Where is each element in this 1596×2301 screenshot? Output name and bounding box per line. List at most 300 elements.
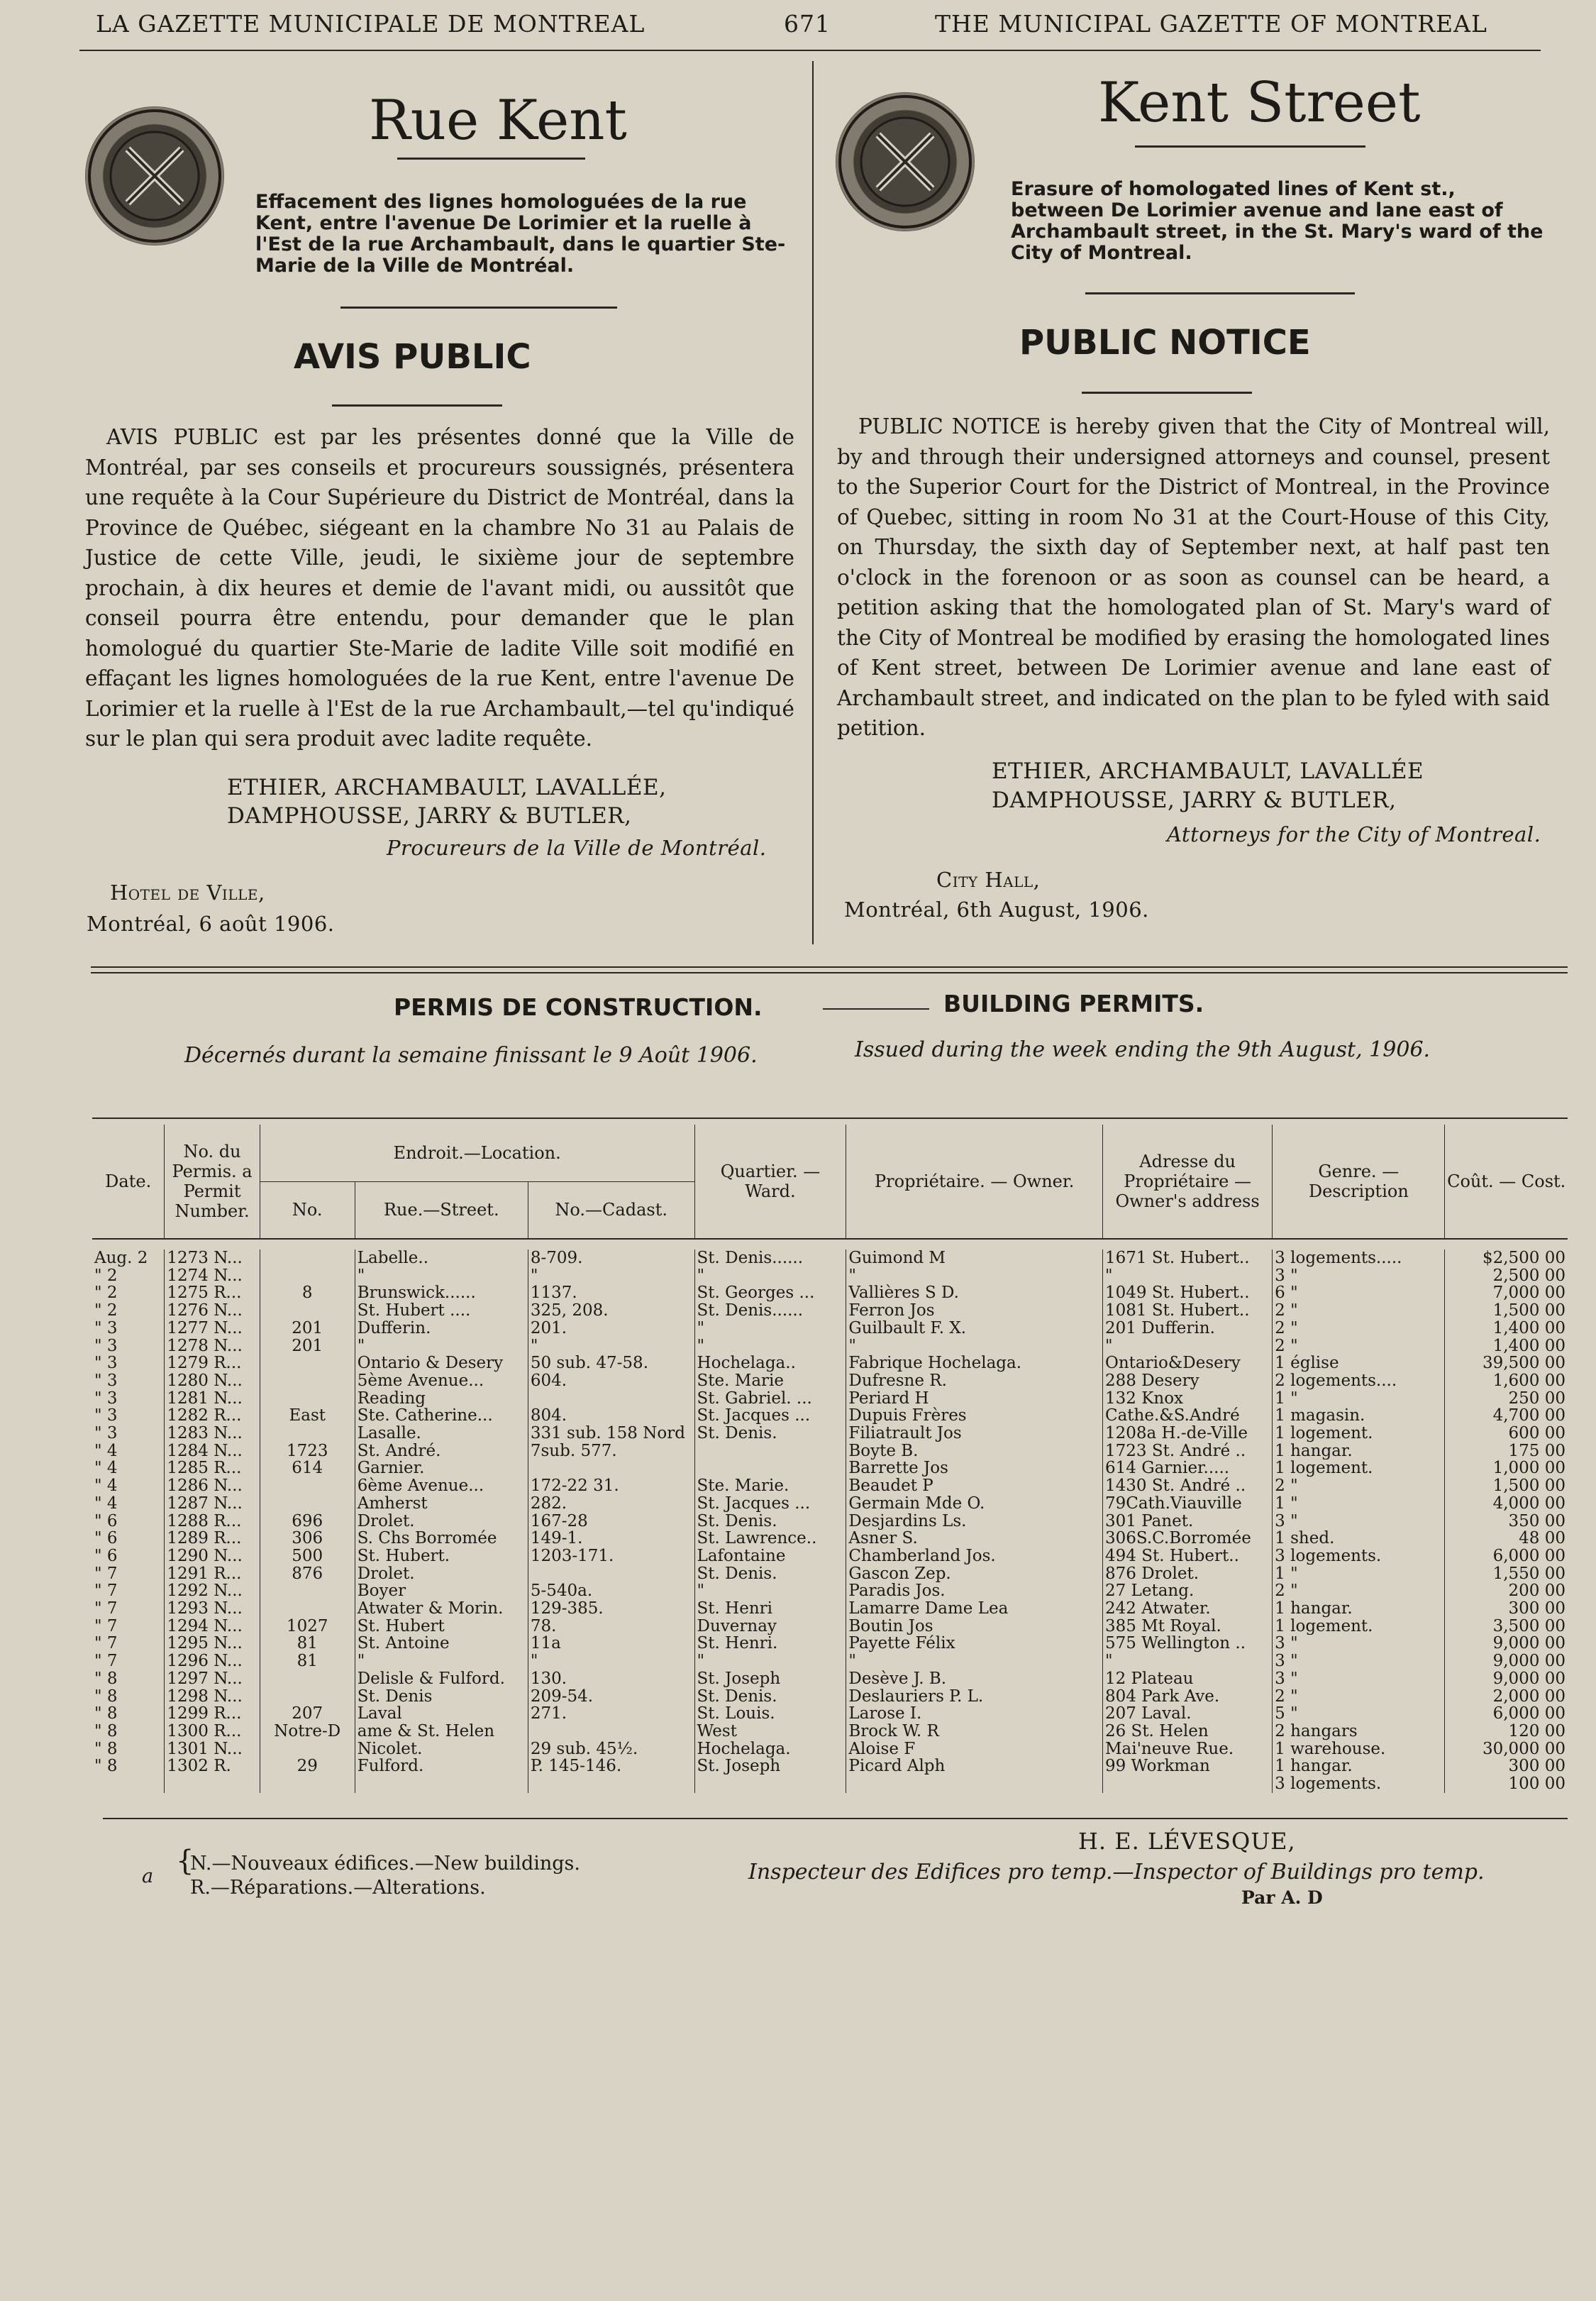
cell-street: St. Antoine xyxy=(355,1635,528,1652)
cell-desc: 6 " xyxy=(1273,1284,1445,1302)
cell-date: Aug. 2 xyxy=(94,1249,148,1267)
cell-cadastre xyxy=(528,1459,694,1477)
cell-ward: St. Louis. xyxy=(694,1705,846,1723)
table-row xyxy=(92,1249,1568,1267)
cell-cadastre: 78. xyxy=(528,1618,694,1635)
cell-cost: 9,000 00 xyxy=(1445,1635,1568,1652)
cell-permit: 1294 N... xyxy=(165,1618,260,1635)
cell-permit: 1277 N... xyxy=(165,1320,260,1337)
cell-ward: St. Jacques ... xyxy=(694,1407,846,1425)
cell-desc: 2 " xyxy=(1273,1688,1445,1706)
cell-cadastre: 8-709. xyxy=(528,1249,694,1267)
montreal-seal-english xyxy=(836,92,975,231)
cell-cost: 1,500 00 xyxy=(1445,1302,1568,1320)
header-cadastre: No.—Cadast. xyxy=(528,1181,694,1238)
cell-no: 614 xyxy=(260,1459,355,1477)
cell-desc: 3 logements..... xyxy=(1273,1249,1445,1267)
cell-no: 1027 xyxy=(260,1618,355,1635)
cell-permit: 1288 R... xyxy=(165,1513,260,1530)
cell-address: 27 Letang. xyxy=(1102,1582,1272,1600)
table-row xyxy=(92,1477,1568,1495)
french-body: AVIS PUBLIC est par les présentes donné que la Ville de Montréal, par ses conseils et procureurs soussignés, présentera une requête à la Cour Supérieure du District de Montréal, dans la Province de Québec, siégeant en la chambre No 31 au Palais de Justice de cette Ville, jeudi, le sixième jour de septembre prochain, à dix heures et demie de l'avant midi, ou aussitôt que conseil pourra être entendu, pour demander que le plan homologué du quartier Ste-Marie de ladite Ville soit modifié en effaçant les lignes homologuées de la rue Kent, entre l'avenue De Lorimier et la ruelle à l'Est de la rue Archambault,—tel qu'indiqué sur le plan qui sera produit avec ladite requête. xyxy=(85,425,794,751)
cell-desc: 1 logement. xyxy=(1273,1618,1445,1635)
cell-ward: Duvernay xyxy=(694,1618,846,1635)
section-rule-top xyxy=(91,966,1568,968)
cell-no: East xyxy=(260,1407,355,1425)
cell-address: 288 Desery xyxy=(1102,1372,1272,1390)
table-row xyxy=(92,1390,1568,1408)
cell-no: 81 xyxy=(260,1635,355,1652)
header-owner: Propriétaire. — Owner. xyxy=(846,1125,1103,1238)
cell-date: " 6 xyxy=(94,1512,118,1530)
cell-no: 876 xyxy=(260,1565,355,1583)
cell-address: 575 Wellington .. xyxy=(1102,1635,1272,1652)
table-row xyxy=(92,1740,1568,1758)
running-head-french: LA GAZETTE MUNICIPALE DE MONTREAL xyxy=(96,10,645,38)
cell-date: " 2 xyxy=(94,1302,118,1320)
cell-desc: 3 " xyxy=(1273,1670,1445,1688)
table-row xyxy=(92,1337,1568,1355)
cell-cost: 1,600 00 xyxy=(1445,1372,1568,1390)
french-heading: AVIS PUBLIC xyxy=(294,337,531,377)
english-body: PUBLIC NOTICE is hereby given that the City of Montreal will, by and through their undersigned attorneys and counsel, present to the Superior Court for the District of Montreal, in the Province of Quebec, sitting in room No 31 at the Court-House of this City, on Thursday, the sixth day of September next, at half past ten o'clock in the forenoon or as soon as counsel can be heard, a petition asking that the homologated plan of St. Mary's ward of the City of Montreal be modified by erasing the homologated lines of Kent street, between De Lorimier avenue and lane east of Archambault street, and indicated on the plan to be fyled with said petition. xyxy=(837,414,1550,740)
cell-cost: 2,000 00 xyxy=(1445,1688,1568,1706)
cell-ward: St. Denis...... xyxy=(694,1302,846,1320)
cell-street: St. Hubert. xyxy=(355,1547,528,1565)
header-owner-address: Adresse du Propriétaire — Owner's address xyxy=(1102,1125,1272,1238)
cell-owner: Guilbault F. X. xyxy=(846,1320,1103,1337)
cell-owner: Picard Alph xyxy=(846,1758,1103,1775)
cell-cadastre: 130. xyxy=(528,1670,694,1688)
cell-street: " xyxy=(355,1652,528,1670)
cell-address: 301 Panet. xyxy=(1102,1513,1272,1530)
cell-ward: St. Gabriel. ... xyxy=(694,1390,846,1408)
french-heading-rule xyxy=(332,404,502,407)
header-rule xyxy=(79,50,1541,51)
cell-date: " 3 xyxy=(94,1354,118,1372)
cell-owner: Germain Mde O. xyxy=(846,1495,1103,1513)
french-signers-2: DAMPHOUSSE, JARRY & BUTLER, xyxy=(227,803,632,829)
cell-cost: 1,500 00 xyxy=(1445,1477,1568,1495)
cell-address: 242 Atwater. xyxy=(1102,1600,1272,1618)
cell-address: 26 St. Helen xyxy=(1102,1723,1272,1740)
cell-address: " xyxy=(1102,1267,1272,1285)
cell-owner: Lamarre Dame Lea xyxy=(846,1600,1103,1618)
cell-date: " 8 xyxy=(94,1740,118,1758)
french-title: Rue Kent xyxy=(369,89,627,153)
cell-desc: 1 hangar. xyxy=(1273,1758,1445,1775)
cell-desc: 1 logement. xyxy=(1273,1459,1445,1477)
cell-address: 1723 St. André .. xyxy=(1102,1442,1272,1460)
cell-no xyxy=(260,1688,355,1706)
cell-cadastre: 11a xyxy=(528,1635,694,1652)
cell-desc: 2 " xyxy=(1273,1582,1445,1600)
cell-no: 8 xyxy=(260,1284,355,1302)
cell-permit: 1276 N... xyxy=(165,1302,260,1320)
cell-street: Ste. Catherine... xyxy=(355,1407,528,1425)
table-row xyxy=(92,1705,1568,1723)
cell-no xyxy=(260,1249,355,1267)
cell-owner: Periard H xyxy=(846,1390,1103,1408)
table-row xyxy=(92,1723,1568,1740)
cell-street: Drolet. xyxy=(355,1565,528,1583)
cell-cadastre xyxy=(528,1565,694,1583)
cell-date: " 7 xyxy=(94,1617,118,1635)
english-title-rule xyxy=(1135,145,1365,148)
cell-date: " 3 xyxy=(94,1319,118,1337)
cell-owner: " xyxy=(846,1267,1103,1285)
cell-date: " 3 xyxy=(94,1389,118,1408)
cell-desc: 2 " xyxy=(1273,1477,1445,1495)
cell-ward: Lafontaine xyxy=(694,1547,846,1565)
cell-desc: 1 " xyxy=(1273,1390,1445,1408)
cell-cadastre: 209-54. xyxy=(528,1688,694,1706)
cell-permit: 1291 R... xyxy=(165,1565,260,1583)
cell-address: Ontario&Desery xyxy=(1102,1354,1272,1372)
cell-cost: 1,550 00 xyxy=(1445,1565,1568,1583)
cell-cadastre: 804. xyxy=(528,1407,694,1425)
cell-ward xyxy=(694,1775,846,1793)
cell-cadastre: " xyxy=(528,1337,694,1355)
cell-address: 79Cath.Viauville xyxy=(1102,1495,1272,1513)
cell-date: " 3 xyxy=(94,1425,118,1442)
cell-ward: " xyxy=(694,1337,846,1355)
cell-owner: Brock W. R xyxy=(846,1723,1103,1740)
cell-permit: 1287 N... xyxy=(165,1495,260,1513)
cell-cost: 100 00 xyxy=(1445,1775,1568,1793)
cell-permit: 1279 R... xyxy=(165,1354,260,1372)
column-divider xyxy=(812,61,814,944)
cell-ward: St. Henri xyxy=(694,1600,846,1618)
table-row xyxy=(92,1302,1568,1320)
cell-address: Cathe.&S.André xyxy=(1102,1407,1272,1425)
cell-cadastre: 271. xyxy=(528,1705,694,1723)
cell-ward: St. Henri. xyxy=(694,1635,846,1652)
cell-desc: 3 logements. xyxy=(1273,1775,1445,1793)
cell-permit: 1297 N... xyxy=(165,1670,260,1688)
english-heading: PUBLIC NOTICE xyxy=(1019,323,1311,363)
cell-address: 385 Mt Royal. xyxy=(1102,1618,1272,1635)
cell-address: 876 Drolet. xyxy=(1102,1565,1272,1583)
cell-address: 306S.C.Borromée xyxy=(1102,1530,1272,1547)
permits-issued-english: Issued during the week ending the 9th August, 1906. xyxy=(855,1037,1431,1062)
cell-street: " xyxy=(355,1337,528,1355)
english-signers-1: ETHIER, ARCHAMBAULT, LAVALLÉE xyxy=(992,758,1424,784)
header-permit-number: No. du Permis. a Permit Number. xyxy=(165,1125,260,1238)
cell-owner: Fabrique Hochelaga. xyxy=(846,1354,1103,1372)
cell-street: Delisle & Fulford. xyxy=(355,1670,528,1688)
cell-desc: 2 " xyxy=(1273,1302,1445,1320)
cell-cadastre: 50 sub. 47-58. xyxy=(528,1354,694,1372)
cell-ward: St. Georges ... xyxy=(694,1284,846,1302)
cell-date: " 7 xyxy=(94,1582,118,1601)
cell-address: Mai'neuve Rue. xyxy=(1102,1740,1272,1758)
permits-title-french: PERMIS DE CONSTRUCTION. xyxy=(394,993,763,1021)
cell-cost: 120 00 xyxy=(1445,1723,1568,1740)
section-rule-bottom xyxy=(91,972,1568,973)
cell-cost: 3,500 00 xyxy=(1445,1618,1568,1635)
cell-owner: Beaudet P xyxy=(846,1477,1103,1495)
header-cost: Coût. — Cost. xyxy=(1445,1125,1568,1238)
cell-date: " 2 xyxy=(94,1267,118,1285)
header-date: Date. xyxy=(105,1171,152,1191)
cell-date: " 8 xyxy=(94,1722,118,1740)
cell-cost: 30,000 00 xyxy=(1445,1740,1568,1758)
cell-cadastre: 331 sub. 158 Nord xyxy=(528,1425,694,1442)
cell-no: 29 xyxy=(260,1758,355,1775)
cell-date: " 7 xyxy=(94,1635,118,1653)
cell-address: 614 Garnier..... xyxy=(1102,1459,1272,1477)
cell-ward: Ste. Marie. xyxy=(694,1477,846,1495)
cell-permit: 1295 N... xyxy=(165,1635,260,1652)
table-row xyxy=(92,1354,1568,1372)
cell-ward: " xyxy=(694,1267,846,1285)
english-place: City Hall, xyxy=(936,868,1041,892)
cell-no xyxy=(260,1495,355,1513)
cell-date: " 6 xyxy=(94,1547,118,1565)
cell-street: Labelle.. xyxy=(355,1249,528,1267)
cell-no xyxy=(260,1775,355,1793)
cell-owner: Dupuis Frères xyxy=(846,1407,1103,1425)
legend-brace: { xyxy=(176,1845,194,1877)
table-row xyxy=(92,1775,1568,1793)
table-row xyxy=(92,1600,1568,1618)
cell-owner: Filiatrault Jos xyxy=(846,1425,1103,1442)
table-row xyxy=(92,1320,1568,1337)
table-row xyxy=(92,1758,1568,1775)
cell-permit: 1290 N... xyxy=(165,1547,260,1565)
cell-permit: 1273 N... xyxy=(165,1249,260,1267)
cell-street: Reading xyxy=(355,1390,528,1408)
cell-desc: 1 " xyxy=(1273,1495,1445,1513)
table-row xyxy=(92,1565,1568,1583)
cell-ward: St. Joseph xyxy=(694,1670,846,1688)
table-row xyxy=(92,1547,1568,1565)
cell-permit: 1283 N... xyxy=(165,1425,260,1442)
table-row xyxy=(92,1670,1568,1688)
cell-desc: 3 " xyxy=(1273,1635,1445,1652)
cell-desc: 1 hangar. xyxy=(1273,1442,1445,1460)
cell-no xyxy=(260,1302,355,1320)
french-role: Procureurs de la Ville de Montréal. xyxy=(387,836,767,860)
cell-owner: Asner S. xyxy=(846,1530,1103,1547)
cell-address: 1430 St. André .. xyxy=(1102,1477,1272,1495)
cell-street xyxy=(355,1775,528,1793)
cell-owner: Guimond M xyxy=(846,1249,1103,1267)
cell-desc: 2 " xyxy=(1273,1337,1445,1355)
cell-permit: 1282 R... xyxy=(165,1407,260,1425)
cell-owner: Boyte B. xyxy=(846,1442,1103,1460)
cell-cost: $2,500 00 xyxy=(1445,1249,1568,1267)
table-row xyxy=(92,1284,1568,1302)
city-seal-icon xyxy=(85,106,224,245)
cell-address: 99 Workman xyxy=(1102,1758,1272,1775)
cell-cadastre: 7sub. 577. xyxy=(528,1442,694,1460)
table-row xyxy=(92,1688,1568,1706)
table-top-rule xyxy=(92,1118,1568,1119)
french-title-rule xyxy=(397,158,585,160)
english-subtitle: Erasure of homologated lines of Kent st., between De Lorimier avenue and lane east of Archambault street, in the St. Mary's ward of the City of Montreal. xyxy=(1011,178,1544,264)
cell-cost: 4,000 00 xyxy=(1445,1495,1568,1513)
permits-title-english: BUILDING PERMITS. xyxy=(943,990,1204,1017)
cell-owner: Chamberland Jos. xyxy=(846,1547,1103,1565)
cell-cost: 1,400 00 xyxy=(1445,1320,1568,1337)
cell-date: " 7 xyxy=(94,1652,118,1670)
building-permits-table xyxy=(92,1125,1568,1793)
cell-street: St. Hubert .... xyxy=(355,1302,528,1320)
signed-by: Par A. D xyxy=(1241,1887,1323,1908)
cell-date: " 4 xyxy=(94,1477,118,1495)
cell-street: S. Chs Borromée xyxy=(355,1530,528,1547)
table-row xyxy=(92,1442,1568,1460)
cell-permit: 1292 N... xyxy=(165,1582,260,1600)
cell-cadastre: 282. xyxy=(528,1495,694,1513)
cell-cost: 2,500 00 xyxy=(1445,1267,1568,1285)
cell-date: " 2 xyxy=(94,1284,118,1303)
cell-owner: Barrette Jos xyxy=(846,1459,1103,1477)
cell-owner: Deslauriers P. L. xyxy=(846,1688,1103,1706)
cell-cost: 39,500 00 xyxy=(1445,1354,1568,1372)
cell-permit: 1280 N... xyxy=(165,1372,260,1390)
cell-no: 306 xyxy=(260,1530,355,1547)
cell-desc: 3 " xyxy=(1273,1267,1445,1285)
cell-address: " xyxy=(1102,1652,1272,1670)
cell-no: 81 xyxy=(260,1652,355,1670)
cell-ward: St. Denis...... xyxy=(694,1249,846,1267)
cell-permit: 1299 R... xyxy=(165,1705,260,1723)
cell-cost: 300 00 xyxy=(1445,1600,1568,1618)
cell-date: " 3 xyxy=(94,1407,118,1425)
cell-cost: 600 00 xyxy=(1445,1425,1568,1442)
table-row xyxy=(92,1513,1568,1530)
cell-cadastre: 172-22 31. xyxy=(528,1477,694,1495)
cell-street: Atwater & Morin. xyxy=(355,1600,528,1618)
cell-ward: Hochelaga. xyxy=(694,1740,846,1758)
cell-address: 1208a H.-de-Ville xyxy=(1102,1425,1272,1442)
cell-address: 207 Laval. xyxy=(1102,1705,1272,1723)
cell-cost: 1,000 00 xyxy=(1445,1459,1568,1477)
french-place: Hotel de Ville, xyxy=(110,881,265,905)
permits-issued-french: Décernés durant la semaine finissant le 9 Août 1906. xyxy=(184,1043,758,1068)
header-number: No. xyxy=(260,1181,355,1238)
cell-date: " 8 xyxy=(94,1687,118,1706)
page-number: 671 xyxy=(784,10,831,38)
cell-ward: " xyxy=(694,1652,846,1670)
cell-no xyxy=(260,1372,355,1390)
cell-address: 12 Plateau xyxy=(1102,1670,1272,1688)
cell-ward xyxy=(694,1459,846,1477)
cell-no xyxy=(260,1477,355,1495)
cell-permit: 1278 N... xyxy=(165,1337,260,1355)
inspector-name: H. E. LÉVESQUE, xyxy=(1078,1828,1296,1855)
cell-address xyxy=(1102,1775,1272,1793)
cell-ward xyxy=(694,1442,846,1460)
cell-permit: 1281 N... xyxy=(165,1390,260,1408)
cell-cadastre: 604. xyxy=(528,1372,694,1390)
table-row xyxy=(92,1425,1568,1442)
cell-date: " 8 xyxy=(94,1705,118,1723)
english-date: Montréal, 6th August, 1906. xyxy=(844,898,1149,922)
table-row xyxy=(92,1618,1568,1635)
cell-desc: 2 " xyxy=(1273,1320,1445,1337)
cell-owner: Dufresne R. xyxy=(846,1372,1103,1390)
cell-permit: 1275 R... xyxy=(165,1284,260,1302)
cell-address: 1671 St. Hubert.. xyxy=(1102,1249,1272,1267)
cell-date: " 7 xyxy=(94,1600,118,1618)
cell-cadastre: 325, 208. xyxy=(528,1302,694,1320)
cell-no xyxy=(260,1600,355,1618)
cell-ward: " xyxy=(694,1582,846,1600)
table-row xyxy=(92,1652,1568,1670)
cell-street: Dufferin. xyxy=(355,1320,528,1337)
english-subtitle-rule xyxy=(1085,292,1355,294)
city-seal-icon xyxy=(836,92,975,231)
cell-desc: 1 église xyxy=(1273,1354,1445,1372)
cell-street: Amherst xyxy=(355,1495,528,1513)
cell-cadastre xyxy=(528,1390,694,1408)
cell-no: 696 xyxy=(260,1513,355,1530)
cell-address: 1049 St. Hubert.. xyxy=(1102,1284,1272,1302)
cell-date: " 8 xyxy=(94,1670,118,1688)
cell-date: " 3 xyxy=(94,1337,118,1355)
cell-date: " 4 xyxy=(94,1442,118,1460)
cell-cadastre: 149-1. xyxy=(528,1530,694,1547)
cell-owner: Desjardins Ls. xyxy=(846,1513,1103,1530)
cell-ward: St. Lawrence.. xyxy=(694,1530,846,1547)
french-subtitle-rule xyxy=(340,307,617,309)
table-row xyxy=(92,1267,1568,1285)
cell-permit xyxy=(165,1775,260,1793)
cell-cost: 9,000 00 xyxy=(1445,1670,1568,1688)
french-signers-1: ETHIER, ARCHAMBAULT, LAVALLÉE, xyxy=(227,775,667,800)
header-location: Endroit.—Location. xyxy=(260,1125,694,1181)
cell-ward: Hochelaga.. xyxy=(694,1354,846,1372)
header-street: Rue.—Street. xyxy=(355,1181,528,1238)
table-row xyxy=(92,1635,1568,1652)
cell-owner: Larose I. xyxy=(846,1705,1103,1723)
cell-street: Lasalle. xyxy=(355,1425,528,1442)
cell-no xyxy=(260,1267,355,1285)
cell-street: Boyer xyxy=(355,1582,528,1600)
cell-owner: Paradis Jos. xyxy=(846,1582,1103,1600)
table-row xyxy=(92,1372,1568,1390)
cell-no: 201 xyxy=(260,1337,355,1355)
table-row xyxy=(92,1530,1568,1547)
cell-desc: 1 magasin. xyxy=(1273,1407,1445,1425)
cell-cost: 7,000 00 xyxy=(1445,1284,1568,1302)
cell-cost: 250 00 xyxy=(1445,1390,1568,1408)
cell-cost: 1,400 00 xyxy=(1445,1337,1568,1355)
cell-no: Notre-D xyxy=(260,1723,355,1740)
cell-owner: Gascon Zep. xyxy=(846,1565,1103,1583)
cell-no: 1723 xyxy=(260,1442,355,1460)
cell-cost: 175 00 xyxy=(1445,1442,1568,1460)
cell-desc: 2 hangars xyxy=(1273,1723,1445,1740)
cell-permit: 1286 N... xyxy=(165,1477,260,1495)
cell-permit: 1285 R... xyxy=(165,1459,260,1477)
header-description: Genre. — Description xyxy=(1273,1125,1445,1238)
cell-date: " 4 xyxy=(94,1459,118,1478)
english-title: Kent Street xyxy=(1098,71,1421,135)
cell-cadastre: " xyxy=(528,1267,694,1285)
cell-address: " xyxy=(1102,1337,1272,1355)
legend-alterations: R.—Réparations.—Alterations. xyxy=(190,1877,486,1899)
cell-ward: St. Jacques ... xyxy=(694,1495,846,1513)
cell-desc: 2 logements.... xyxy=(1273,1372,1445,1390)
cell-owner: " xyxy=(846,1652,1103,1670)
cell-cost: 4,700 00 xyxy=(1445,1407,1568,1425)
cell-street: ame & St. Helen xyxy=(355,1723,528,1740)
